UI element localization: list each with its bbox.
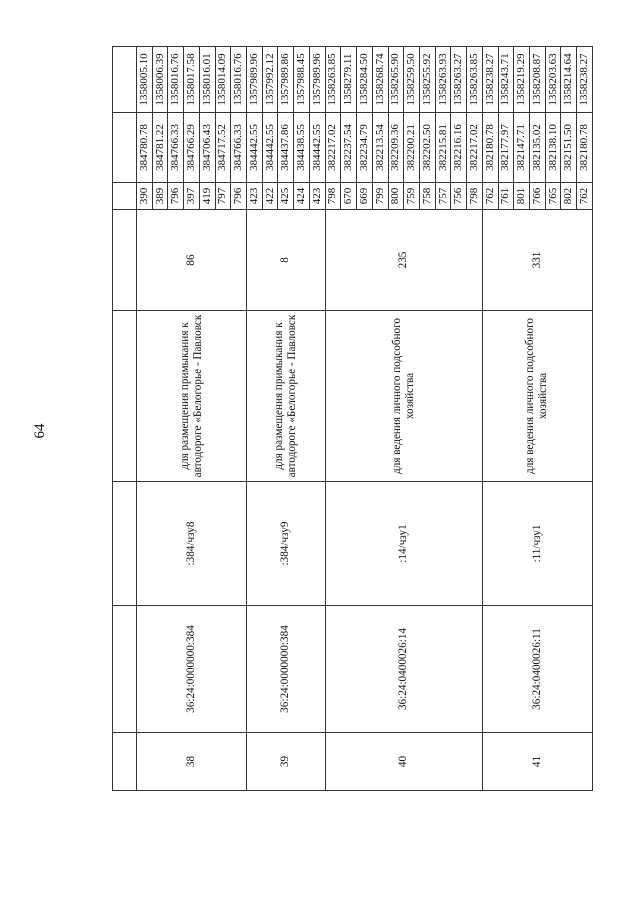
header-cell (113, 482, 137, 606)
coord-y: 1357992.12 (262, 47, 278, 113)
coord-x: 382200.21 (404, 113, 420, 183)
point-id: 796 (168, 183, 184, 210)
table-row (137, 47, 153, 791)
coord-x: 384442.55 (247, 113, 263, 183)
point-id: 670 (341, 183, 357, 210)
coord-y: 1358006.39 (152, 47, 168, 113)
coord-x: 382151.50 (561, 113, 577, 183)
header-cell (113, 606, 137, 733)
coord-x: 382135.02 (529, 113, 545, 183)
point-id: 669 (357, 183, 373, 210)
coord-x: 382180.78 (482, 113, 498, 183)
point-id: 762 (482, 183, 498, 210)
coord-y: 1358263.85 (325, 47, 341, 113)
point-id: 423 (309, 183, 325, 210)
header-cell (113, 113, 137, 183)
coord-x: 384781.22 (152, 113, 168, 183)
header-cell (113, 733, 137, 791)
row-number: 39 (247, 733, 326, 791)
coord-y: 1358016.76 (231, 47, 247, 113)
point-id: 419 (199, 183, 215, 210)
coord-x: 382209.36 (388, 113, 404, 183)
coord-x: 382216.16 (451, 113, 467, 183)
coord-x: 384442.55 (262, 113, 278, 183)
coord-y: 1358219.29 (514, 47, 530, 113)
cadastral-number: 36:24:0000000:384 (137, 606, 247, 733)
coord-x: 382177.97 (498, 113, 514, 183)
point-id: 801 (514, 183, 530, 210)
table-header-row (113, 47, 137, 791)
table-row (325, 47, 341, 791)
area-value: 86 (137, 210, 247, 311)
coord-y: 1358016.76 (168, 47, 184, 113)
page-number: 64 (32, 423, 48, 439)
coord-x: 382217.02 (467, 113, 483, 183)
coord-y: 1358263.93 (435, 47, 451, 113)
point-id: 759 (404, 183, 420, 210)
coord-x: 384442.55 (309, 113, 325, 183)
coord-x: 384766.33 (168, 113, 184, 183)
area-value: 8 (247, 210, 326, 311)
point-id: 390 (137, 183, 153, 210)
coord-y: 1358263.27 (451, 47, 467, 113)
point-id: 799 (372, 183, 388, 210)
point-id: 397 (184, 183, 200, 210)
coord-x: 382138.10 (545, 113, 561, 183)
purpose-text: для ведения личного подсобного хозяйства (482, 311, 592, 482)
point-id: 796 (231, 183, 247, 210)
area-value: 331 (482, 210, 592, 311)
coord-y: 1358203.63 (545, 47, 561, 113)
coord-x: 384438.55 (294, 113, 310, 183)
point-id: 762 (577, 183, 593, 210)
point-id: 423 (247, 183, 263, 210)
coord-y: 1358268.74 (372, 47, 388, 113)
point-id: 756 (451, 183, 467, 210)
coord-x: 382237.54 (341, 113, 357, 183)
point-id: 798 (325, 183, 341, 210)
point-id: 761 (498, 183, 514, 210)
coord-y: 1358214.64 (561, 47, 577, 113)
point-id: 389 (152, 183, 168, 210)
point-id: 798 (467, 183, 483, 210)
table-row (482, 47, 498, 791)
purpose-text: для размещения примыкания к автодороге «Белогорье - Павловск (137, 311, 247, 482)
coord-y: 1358279.11 (341, 47, 357, 113)
coord-y: 1358238.27 (482, 47, 498, 113)
coord-x: 382147.71 (514, 113, 530, 183)
coord-y: 1358238.27 (577, 47, 593, 113)
coord-y: 1357988.45 (294, 47, 310, 113)
point-id: 766 (529, 183, 545, 210)
coord-y: 1357989.96 (309, 47, 325, 113)
part-designation: :14/чзу1 (325, 482, 482, 606)
coord-y: 1357989.86 (278, 47, 294, 113)
coord-x: 384766.33 (231, 113, 247, 183)
coord-x: 382217.02 (325, 113, 341, 183)
header-cell (113, 183, 137, 210)
coord-y: 1358259.50 (404, 47, 420, 113)
coord-y: 1358263.85 (467, 47, 483, 113)
point-id: 757 (435, 183, 451, 210)
coord-y: 1358016.01 (199, 47, 215, 113)
point-id: 765 (545, 183, 561, 210)
header-cell (113, 311, 137, 482)
coord-y: 1358005.10 (137, 47, 153, 113)
coord-x: 384437.86 (278, 113, 294, 183)
point-id: 797 (215, 183, 231, 210)
coord-x: 382202.50 (419, 113, 435, 183)
coord-y: 1358255.92 (419, 47, 435, 113)
purpose-text: для ведения личного подсобного хозяйства (325, 311, 482, 482)
coord-x: 382234.79 (357, 113, 373, 183)
coord-x: 382180.78 (577, 113, 593, 183)
coord-x: 384766.29 (184, 113, 200, 183)
coord-y: 1358243.71 (498, 47, 514, 113)
coord-y: 1358208.87 (529, 47, 545, 113)
row-number: 38 (137, 733, 247, 791)
coord-x: 384780.78 (137, 113, 153, 183)
point-id: 425 (278, 183, 294, 210)
coord-x: 382213.54 (372, 113, 388, 183)
part-designation: :384/чзу8 (137, 482, 247, 606)
coord-y: 1357989.96 (247, 47, 263, 113)
coord-y: 1358284.50 (357, 47, 373, 113)
purpose-text: для размещения примыкания к автодороге «Белогорье - Павловск (247, 311, 326, 482)
cadastral-number: 36:24:0400026:14 (325, 606, 482, 733)
table-row (247, 47, 263, 791)
point-id: 422 (262, 183, 278, 210)
header-cell (113, 47, 137, 113)
point-id: 802 (561, 183, 577, 210)
point-id: 800 (388, 183, 404, 210)
rotated-table-container (112, 53, 640, 791)
cadastral-number: 36:24:0400026:11 (482, 606, 592, 733)
coord-y: 1358265.90 (388, 47, 404, 113)
coord-y: 1358017.58 (184, 47, 200, 113)
coord-x: 384706.43 (199, 113, 215, 183)
row-number: 40 (325, 733, 482, 791)
point-id: 424 (294, 183, 310, 210)
land-plot-table (112, 46, 593, 791)
header-cell (113, 210, 137, 311)
area-value: 235 (325, 210, 482, 311)
cadastral-number: 36:24:0000000:384 (247, 606, 326, 733)
coord-x: 382215.81 (435, 113, 451, 183)
part-designation: :11/чзу1 (482, 482, 592, 606)
point-id: 758 (419, 183, 435, 210)
row-number: 41 (482, 733, 592, 791)
coord-y: 1358014.09 (215, 47, 231, 113)
part-designation: :384/чзу9 (247, 482, 326, 606)
coord-x: 384717.52 (215, 113, 231, 183)
